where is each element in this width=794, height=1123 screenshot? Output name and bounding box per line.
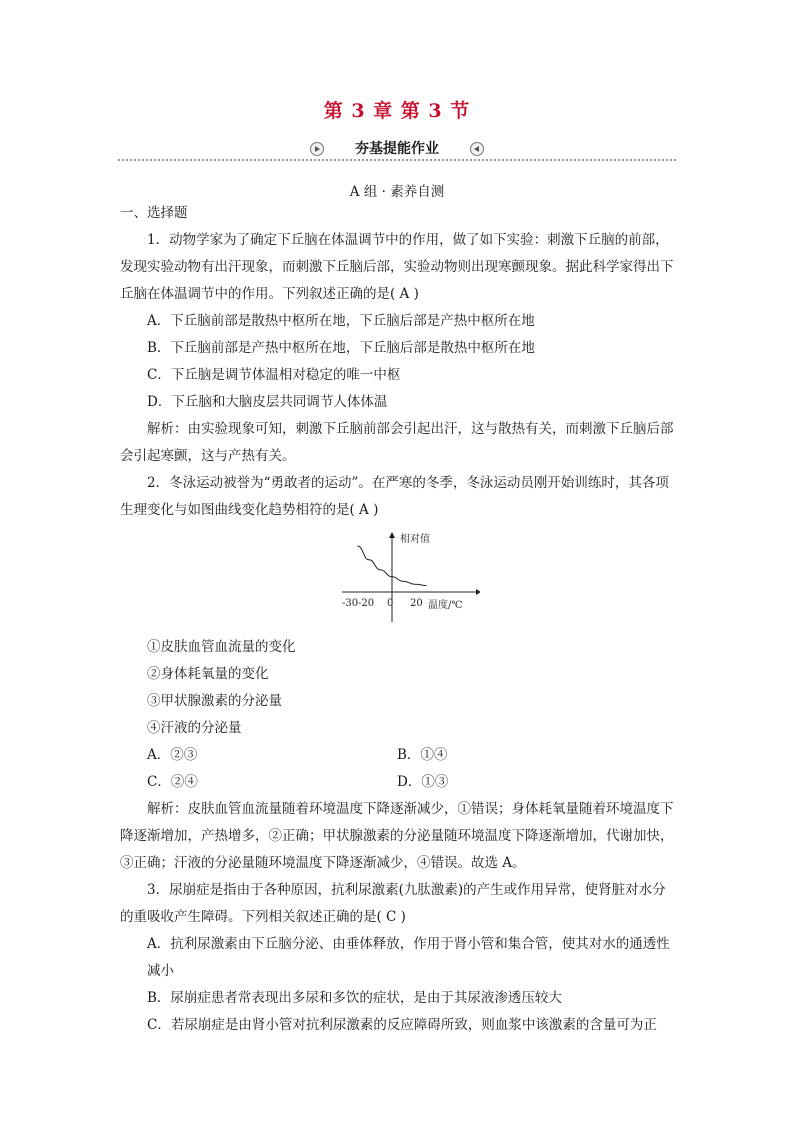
section-heading: 一、选择题 <box>120 205 188 221</box>
question-2-stem: 2．冬泳运动被誉为“勇敢者的运动”。在严寒的冬季，冬泳运动员刚开始训练时，其各项生理变化与如图曲线变化趋势相符的是( A ) <box>120 475 669 518</box>
graph-svg <box>340 530 480 626</box>
x-tick-label: 0 <box>387 598 394 609</box>
question-content <box>120 200 676 1039</box>
question-3-option-a: A．抗利尿激素由下丘脑分泌、由垂体释放，作用于肾小管和集合管，使其对水的通透性减小 <box>147 936 670 979</box>
group-title: A 组 · 素养自测 <box>349 184 445 200</box>
question-2-options-row-1 <box>120 742 676 769</box>
question-2-option-b: B．①④ <box>397 747 448 763</box>
chapter-title: 第 3 章 第 3 节 <box>323 100 471 122</box>
y-axis-arrow <box>389 532 395 538</box>
x-axis-arrow <box>476 589 480 595</box>
question-3-option-b: B．尿崩症患者常表现出多尿和多饮的症状，是由于其尿液渗透压较大 <box>147 990 562 1006</box>
question-1-option-d: D．下丘脑和大脑皮层共同调节人体体温 <box>147 394 388 410</box>
arrow-left-icon <box>470 142 484 156</box>
question-2-item-4: ④汗液的分泌量 <box>147 720 242 736</box>
question-1-stem: 1．动物学家为了确定下丘脑在体温调节中的作用，做了如下实验：刺激下丘脑的前部，发现实验动物有出汗现象，而刺激下丘脑后部，实验动物则出现寒颤现象。据此科学家得出下丘脑在体温调节中的作用。下列叙述正确的是( A ) <box>120 232 674 302</box>
question-1-option-a: A．下丘脑前部是散热中枢所在地，下丘脑后部是产热中枢所在地 <box>147 313 535 329</box>
question-1-option-b: B．下丘脑前部是产热中枢所在地，下丘脑后部是散热中枢所在地 <box>147 340 535 356</box>
question-3-stem: 3．尿崩症是指由于各种原因，抗利尿激素(九肽激素)的产生或作用异常，使肾脏对水分的重吸收产生障碍。下列相关叙述正确的是( C ) <box>120 882 666 925</box>
banner-label-box <box>308 139 486 159</box>
question-2-analysis: 解析：皮肤血管血流量随着环境温度下降逐渐减少，①错误；身体耗氧量随着环境温度下降逐渐增加，产热增多，②正确；甲状腺激素的分泌量随环境温度下降逐渐增加，代谢加快，③正确；汗液的分泌量随环境温度下降逐渐减少，④错误。故选 A。 <box>120 801 674 871</box>
question-2-options-row-2 <box>120 769 676 796</box>
question-2-item-1: ①皮肤血管血流量的变化 <box>147 639 296 655</box>
question-2-item-2: ②身体耗氧量的变化 <box>147 666 269 682</box>
question-1-analysis: 解析：由实验现象可知，刺激下丘脑前部会引起出汗，这与散热有关，而刺激下丘脑后部会引起寒颤，这与产热有关。 <box>120 421 674 464</box>
temperature-graph <box>120 530 676 626</box>
question-2-item-3: ③甲状腺激素的分泌量 <box>147 693 282 709</box>
dotted-divider <box>118 159 676 161</box>
section-banner <box>118 138 676 162</box>
question-1-option-c: C．下丘脑是调节体温相对稳定的唯一中枢 <box>147 367 401 383</box>
question-2-option-a: A．②③ <box>147 747 198 763</box>
y-axis-label: 相对值 <box>400 534 430 545</box>
x-tick-label: -20 <box>358 598 375 609</box>
question-2-option-c: C．②④ <box>147 774 198 790</box>
x-tick-label: 20 <box>410 598 423 609</box>
x-axis-label: 温度/℃ <box>428 600 463 611</box>
x-tick-label: -30 <box>342 598 359 609</box>
question-3-option-c: C．若尿崩症是由肾小管对抗利尿激素的反应障碍所致，则血浆中该激素的含量可为正 <box>147 1017 657 1033</box>
question-2-option-d: D．①③ <box>397 774 449 790</box>
banner-label: 夯基提能作业 <box>355 141 439 157</box>
